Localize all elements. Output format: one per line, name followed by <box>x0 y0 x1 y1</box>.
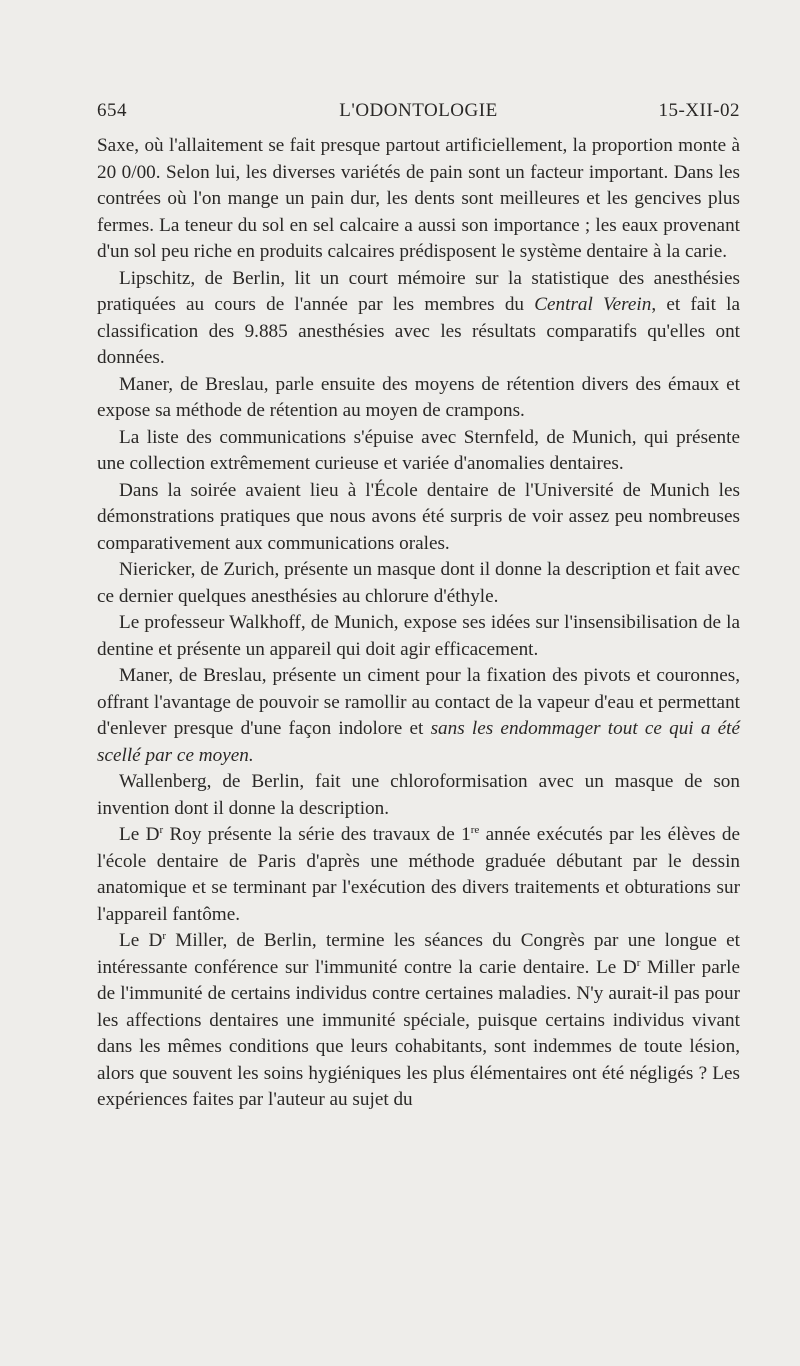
issue-date: 15-XII-02 <box>658 100 740 121</box>
paragraph-saxe: Saxe, où l'allaitement se fait presque partout artificiellement, la proportion monte à 20 0/00. Selon lui, les diverses variétés de pain sont un facteur important. Dans les contrées où l'on mange un pain dur, les dents sont meilleures et les gencives plus fermes. La teneur du sol en sel calcaire a aussi son importance ; les eaux provenant d'un sol peu riche en produits calcaires prédisposent le système dentaire à la carie. <box>97 135 740 262</box>
paragraph-text: Lipschitz, de Berlin, lit un court mémoire sur la statistique des anesthésies pratiquées au cours de l'année par les membres du <box>97 267 740 315</box>
running-header <box>97 100 740 126</box>
paragraph-soiree: Dans la soirée avaient lieu à l'École dentaire de l'Université de Munich les démonstrations pratiques que nous avons été surpris de voir assez peu nombreuses comparativement aux communications orales. <box>97 479 740 554</box>
paragraph-miller <box>97 928 740 1114</box>
superscript: r <box>162 930 167 942</box>
paragraph-text: Le D <box>119 930 163 951</box>
paragraph-maner-retention: Maner, de Breslau, parle ensuite des moyens de rétention divers des émaux et expose sa méthode de rétention au moyen de crampons. <box>97 373 740 421</box>
body-text <box>97 133 740 1114</box>
paragraph-text: Miller, de Berlin, termine les séances du Congrès par une longue et intéressante conférence sur l'immunité contre la carie dentaire. Le D <box>97 930 740 978</box>
paragraph-text: Miller parle de l'immunité de certains individus contre certaines maladies. N'y aurait-il pas pour les affections dentaires une immunité spéciale, puisque certains individus vivant dans les mêmes conditions que leurs cohabitants, sont indemmes de toute lésion, alors que souvent les soins hygiéniques les plus élémentaires ont été négligés ? Les expériences faites par l'auteur au sujet du <box>97 956 740 1110</box>
page-number: 654 <box>97 100 127 121</box>
paragraph-lipschitz <box>97 266 740 372</box>
superscript: r <box>636 956 641 969</box>
paragraph-sternfeld: La liste des communications s'épuise avec Sternfeld, de Munich, qui présente une collection extrêmement curieuse et variée d'anomalies dentaires. <box>97 426 740 474</box>
paragraph-niericker: Niericker, de Zurich, présente un masque dont il donne la description et fait avec ce dernier quelques anesthésies au chlorure d'éthyle. <box>97 559 740 607</box>
superscript: r <box>159 824 164 836</box>
paragraph-text: année exécutés par les élèves de l'école dentaire de Paris d'après une méthode graduée débutant par le dessin anatomique et se terminant par l'exécution des divers traitements et obturations sur l'appareil fantôme. <box>97 824 741 925</box>
paragraph-text: , et fait la classification des 9.885 anesthésies avec les résultats comparatifs qu'elles ont données. <box>97 294 740 368</box>
italic-text: Central Verein <box>534 294 652 315</box>
paragraph-text: Le D <box>119 824 160 845</box>
paragraph-maner-ciment <box>97 663 740 769</box>
italic-text: sans les endommager tout ce qui a été scellé par ce moyen. <box>97 718 740 766</box>
paragraph-text: Maner, de Breslau, présente un ciment pour la fixation des pivots et couronnes, offrant l'avantage de pouvoir se ramollir au contact de la vapeur d'eau et permettant d'enlever presque d'une façon indolore et <box>97 665 740 739</box>
superscript: re <box>470 824 480 836</box>
paragraph-roy <box>97 822 740 928</box>
paragraph-wallenberg: Wallenberg, de Berlin, fait une chloroformisation avec un masque de son invention dont il donne la description. <box>97 771 740 819</box>
paragraph-text: Roy présente la série des travaux de 1 <box>163 824 471 845</box>
journal-title: L'ODONTOLOGIE <box>339 100 498 121</box>
paragraph-walkhoff: Le professeur Walkhoff, de Munich, expose ses idées sur l'insensibilisation de la dentine et présente un appareil qui doit agir efficacement. <box>97 612 740 660</box>
